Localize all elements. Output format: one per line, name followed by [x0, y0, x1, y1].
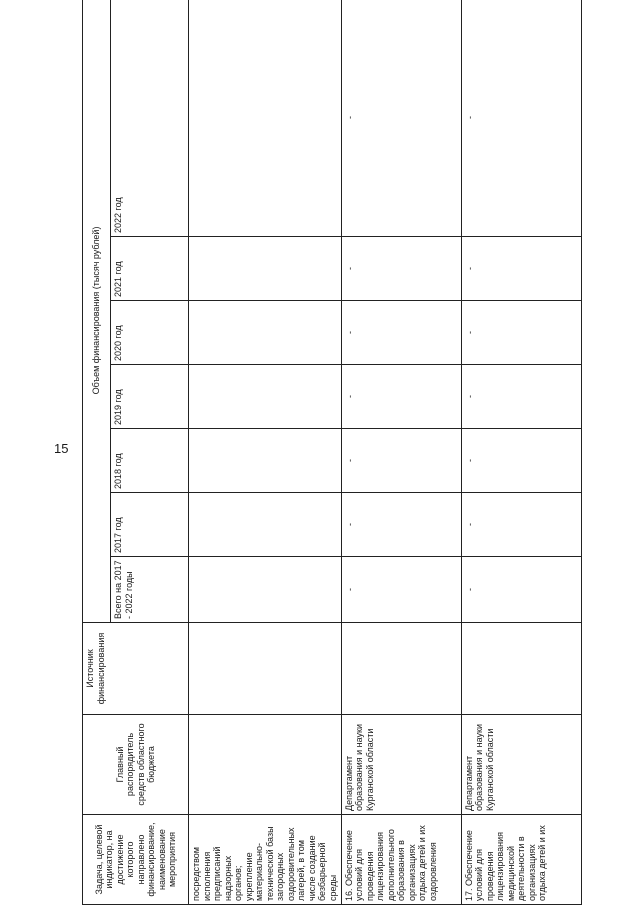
- rotated-table-container: [82, 0, 582, 905]
- value-2019: [189, 365, 341, 429]
- value-total: -: [461, 557, 581, 623]
- value-2021: [189, 237, 341, 301]
- administrator-cell: Департамент образования и науки Курганской области: [341, 715, 461, 815]
- administrator-cell: [189, 715, 341, 815]
- value-total: [189, 557, 341, 623]
- value-2018: -: [461, 429, 581, 493]
- value-2020: -: [341, 301, 461, 365]
- value-2021: -: [461, 237, 581, 301]
- source-cell: [341, 623, 461, 715]
- source-cell: [461, 623, 581, 715]
- value-2017: -: [461, 493, 581, 557]
- value-2018: [189, 429, 341, 493]
- header-2019: 2019 год: [111, 365, 189, 429]
- value-2018: -: [341, 429, 461, 493]
- task-cell: 17. Обеспечение условий для проведения лицензирования медицинской деятельности в организациях отдыха детей и их: [461, 815, 581, 905]
- table-row: [461, 0, 581, 905]
- value-2020: [189, 301, 341, 365]
- header-2022: 2022 год: [111, 0, 189, 237]
- source-cell: [189, 623, 341, 715]
- value-2022: -: [341, 0, 461, 237]
- header-administrator: Главный распорядитель средств областного бюджета: [83, 715, 189, 815]
- value-2019: -: [341, 365, 461, 429]
- header-source: Источник финансирования: [83, 623, 189, 715]
- value-2020: -: [461, 301, 581, 365]
- value-2019: -: [461, 365, 581, 429]
- value-2017: -: [341, 493, 461, 557]
- table-row: [189, 0, 341, 905]
- header-task: Задача, целевой индикатор, на достижение которого направлено финансирование, наименование мероприятия: [83, 815, 189, 905]
- administrator-cell: Департамент образования и науки Курганской области: [461, 715, 581, 815]
- header-2017: 2017 год: [111, 493, 189, 557]
- financing-table: [82, 0, 582, 905]
- header-2018: 2018 год: [111, 429, 189, 493]
- value-2022: -: [461, 0, 581, 237]
- value-2017: [189, 493, 341, 557]
- page-number: 15: [54, 441, 69, 456]
- value-2021: -: [341, 237, 461, 301]
- task-cell: посредством исполнения предписаний надзорных органов; укрепление материально-технической базы загородных оздоровительных лагерей, в том числе создание безбарьерной среды: [189, 815, 341, 905]
- table-row: [341, 0, 461, 905]
- task-cell: 16. Обеспечение условий для проведения лицензирования дополнительного образования в организациях отдыха детей и их оздоровления: [341, 815, 461, 905]
- header-total: Всего на 2017 - 2022 годы: [111, 557, 189, 623]
- header-2021: 2021 год: [111, 237, 189, 301]
- value-total: -: [341, 557, 461, 623]
- value-2022: [189, 0, 341, 237]
- header-volume-group: Объем финансирования (тысяч рублей): [83, 0, 111, 623]
- header-2020: 2020 год: [111, 301, 189, 365]
